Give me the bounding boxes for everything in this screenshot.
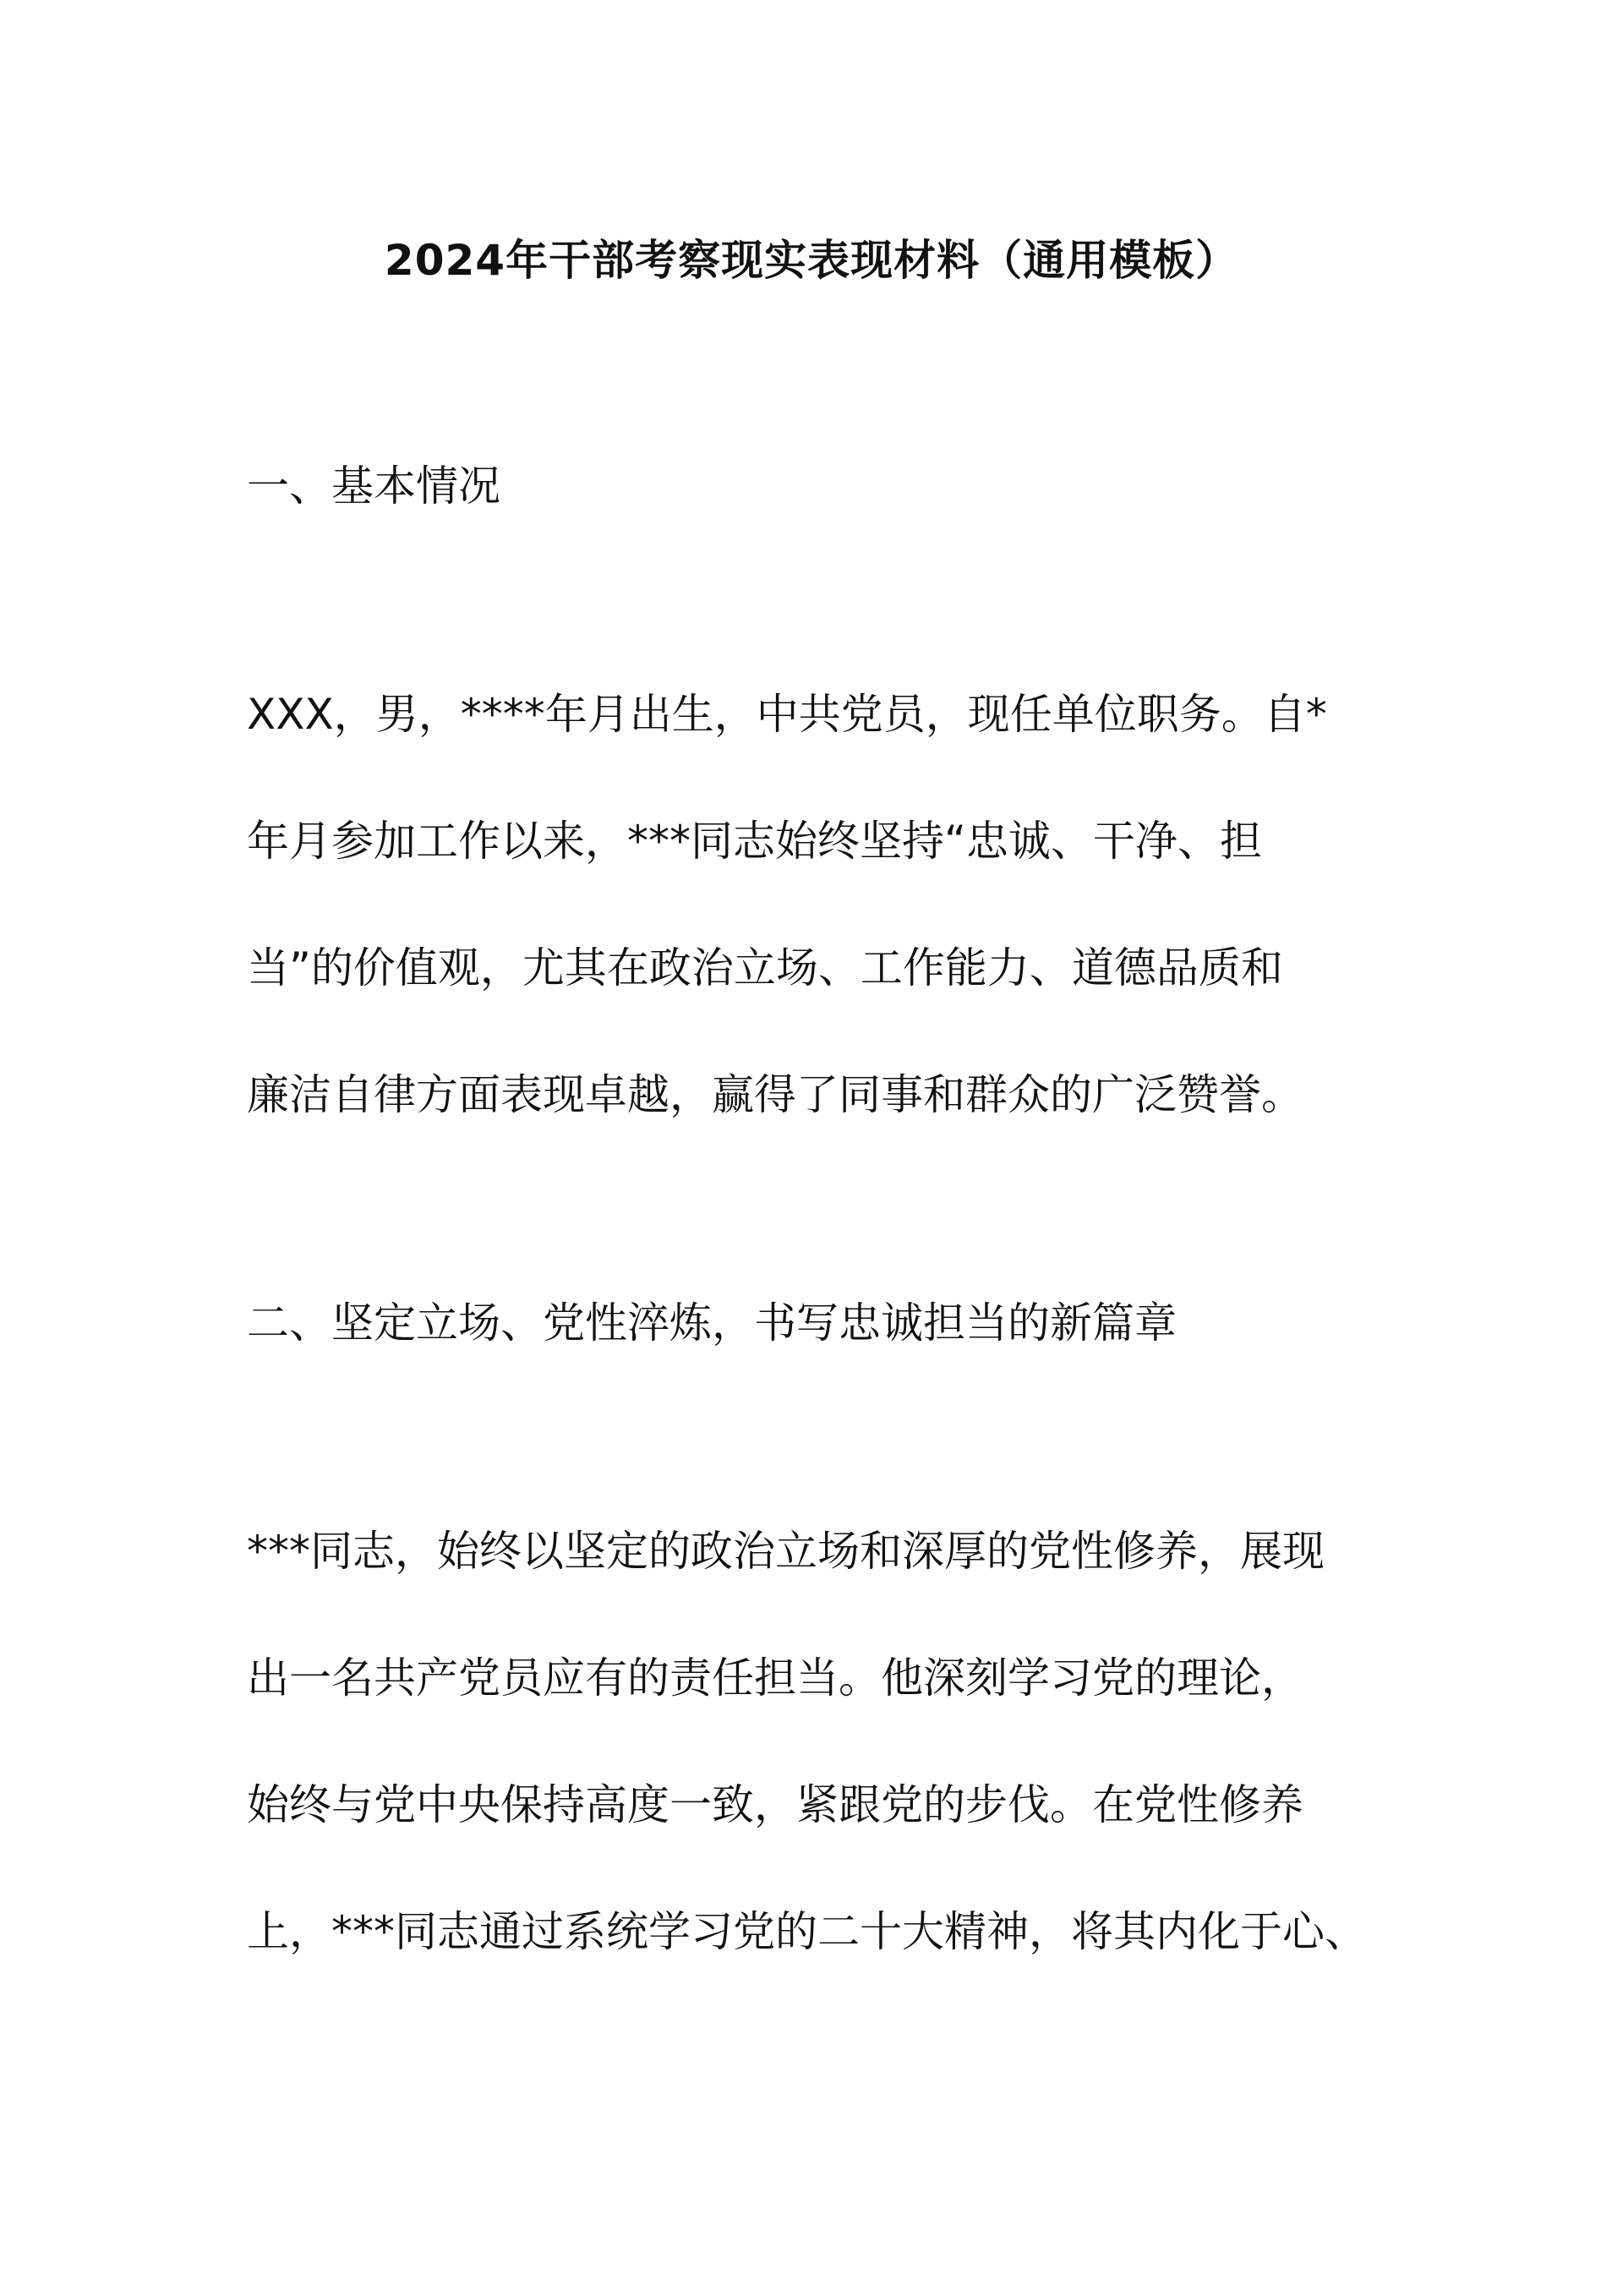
paragraph-line: 出一名共产党员应有的责任担当。他深刻学习党的理论， (247, 1654, 1303, 1703)
section-heading-basic-info: 一、基本情况 (247, 462, 500, 511)
section-heading-loyalty: 二、坚定立场、党性淬炼，书写忠诚担当的新篇章 (247, 1298, 1177, 1348)
paragraph-line: 年月参加工作以来，***同志始终坚持“忠诚、干净、担 (247, 817, 1262, 866)
document-title: 2024年干部考察现实表现材料（通用模板） (384, 236, 1239, 285)
paragraph-line: ***同志，始终以坚定的政治立场和深厚的党性修养，展现 (247, 1527, 1325, 1576)
paragraph-line: XXX，男，****年月出生，中共党员，现任单位职务。自* (247, 690, 1327, 739)
paragraph-line: 始终与党中央保持高度一致，紧跟党的步伐。在党性修养 (247, 1780, 1303, 1829)
paragraph-line: 廉洁自律方面表现卓越，赢得了同事和群众的广泛赞誉。 (247, 1070, 1303, 1119)
paragraph-line: 上，***同志通过系统学习党的二十大精神，将其内化于心、 (247, 1907, 1367, 1956)
paragraph-line: 当”的价值观，尤其在政治立场、工作能力、道德品质和 (247, 943, 1283, 992)
